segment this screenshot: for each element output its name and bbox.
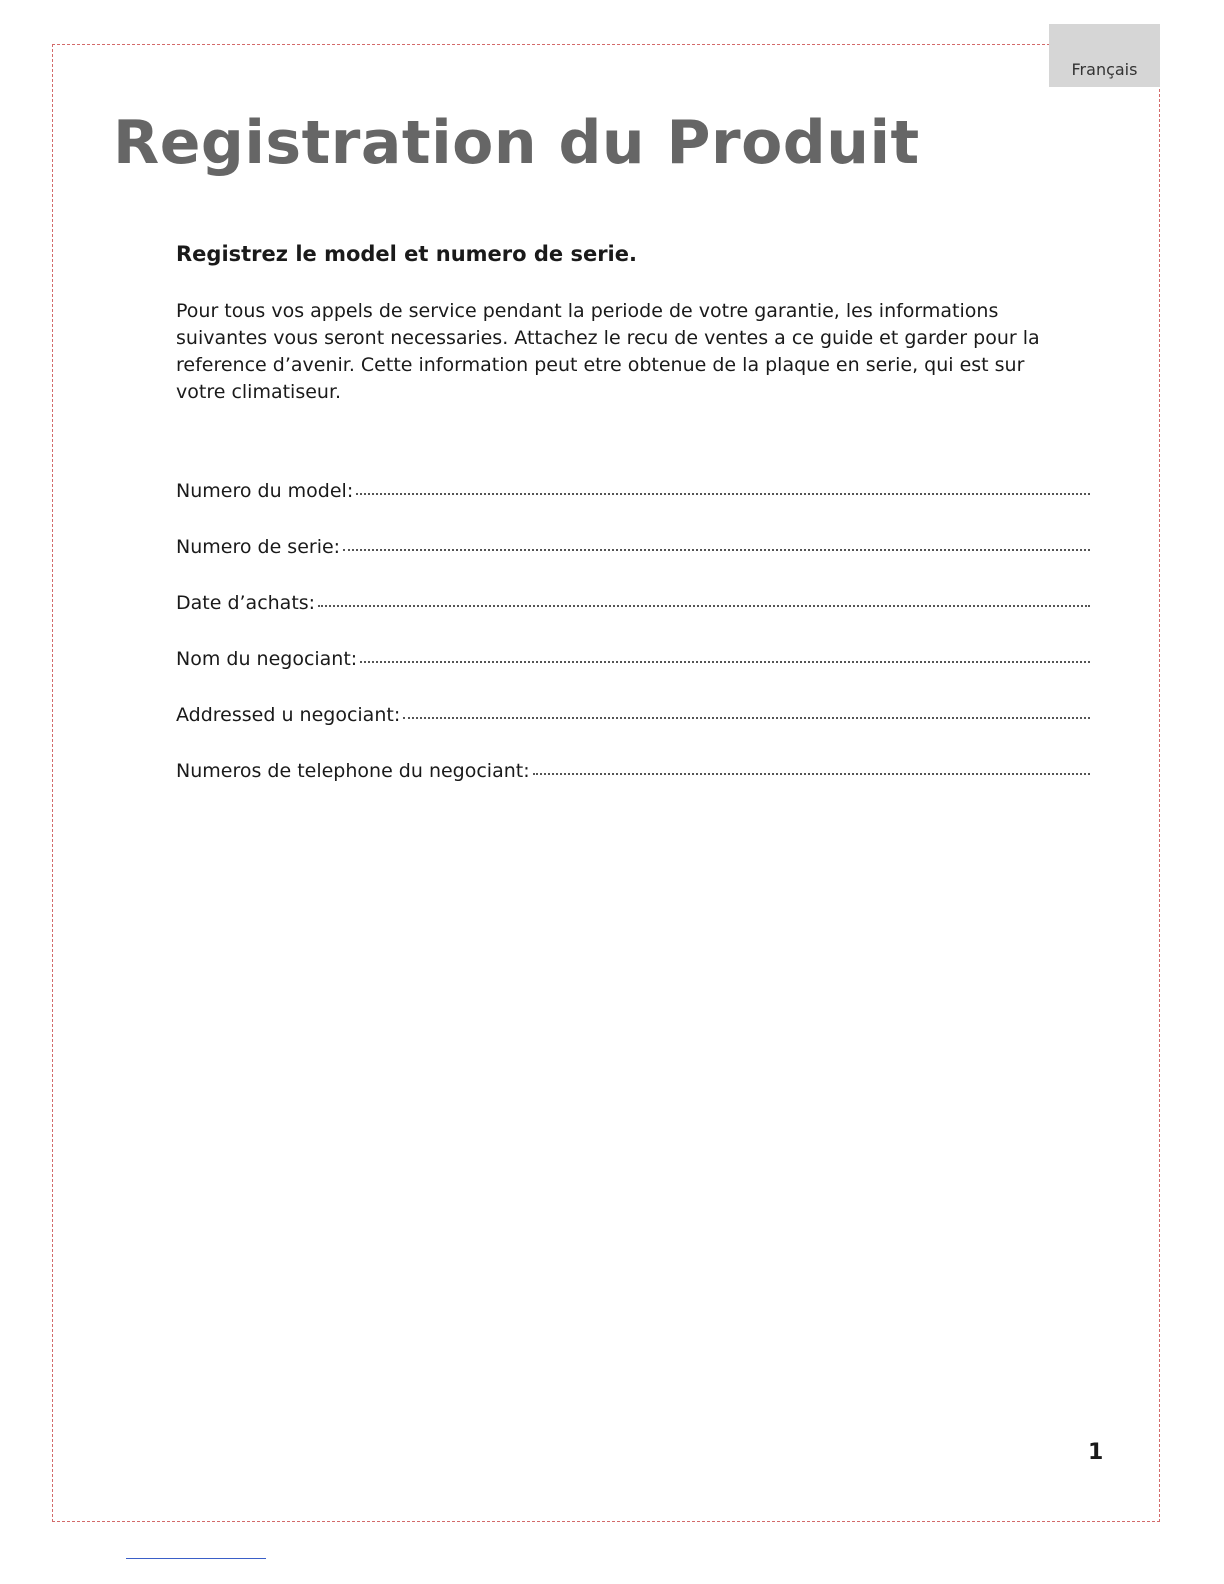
- field-dealer-phone: [176, 760, 1090, 816]
- field-label: Numero du model:: [176, 480, 354, 502]
- field-model-number: [176, 480, 1090, 536]
- registration-fields: [176, 480, 1090, 816]
- section-heading: Registrez le model et numero de serie.: [176, 242, 637, 266]
- field-dealer-address: [176, 704, 1090, 760]
- field-serial-number: [176, 536, 1090, 592]
- intro-paragraph: Pour tous vos appels de service pendant la periode de votre garantie, les informations suivantes vous seront necessaries. Attachez le recu de ventes a ce guide et garder pour la reference d’avenir. Cette information peut etre obtenue de la plaque en serie, qui est sur votre climatiseur.: [176, 300, 1040, 403]
- field-label: Addressed u negociant:: [176, 704, 401, 726]
- page-number: 1: [1088, 1440, 1104, 1465]
- field-label: Numero de serie:: [176, 536, 341, 558]
- language-tab: Français: [1049, 24, 1160, 87]
- field-purchase-date: [176, 592, 1090, 648]
- dotted-fill-line: [356, 492, 1090, 495]
- dotted-fill-line: [533, 772, 1090, 775]
- dotted-fill-line: [343, 548, 1090, 551]
- field-label: Numeros de telephone du negociant:: [176, 760, 530, 782]
- field-dealer-name: [176, 648, 1090, 704]
- dotted-fill-line: [318, 604, 1090, 607]
- footer-rule: [126, 1558, 266, 1559]
- page-title: Registration du Produit: [113, 108, 920, 178]
- field-label: Date d’achats:: [176, 592, 316, 614]
- dotted-fill-line: [360, 660, 1090, 663]
- dotted-fill-line: [403, 716, 1090, 719]
- field-label: Nom du negociant:: [176, 648, 358, 670]
